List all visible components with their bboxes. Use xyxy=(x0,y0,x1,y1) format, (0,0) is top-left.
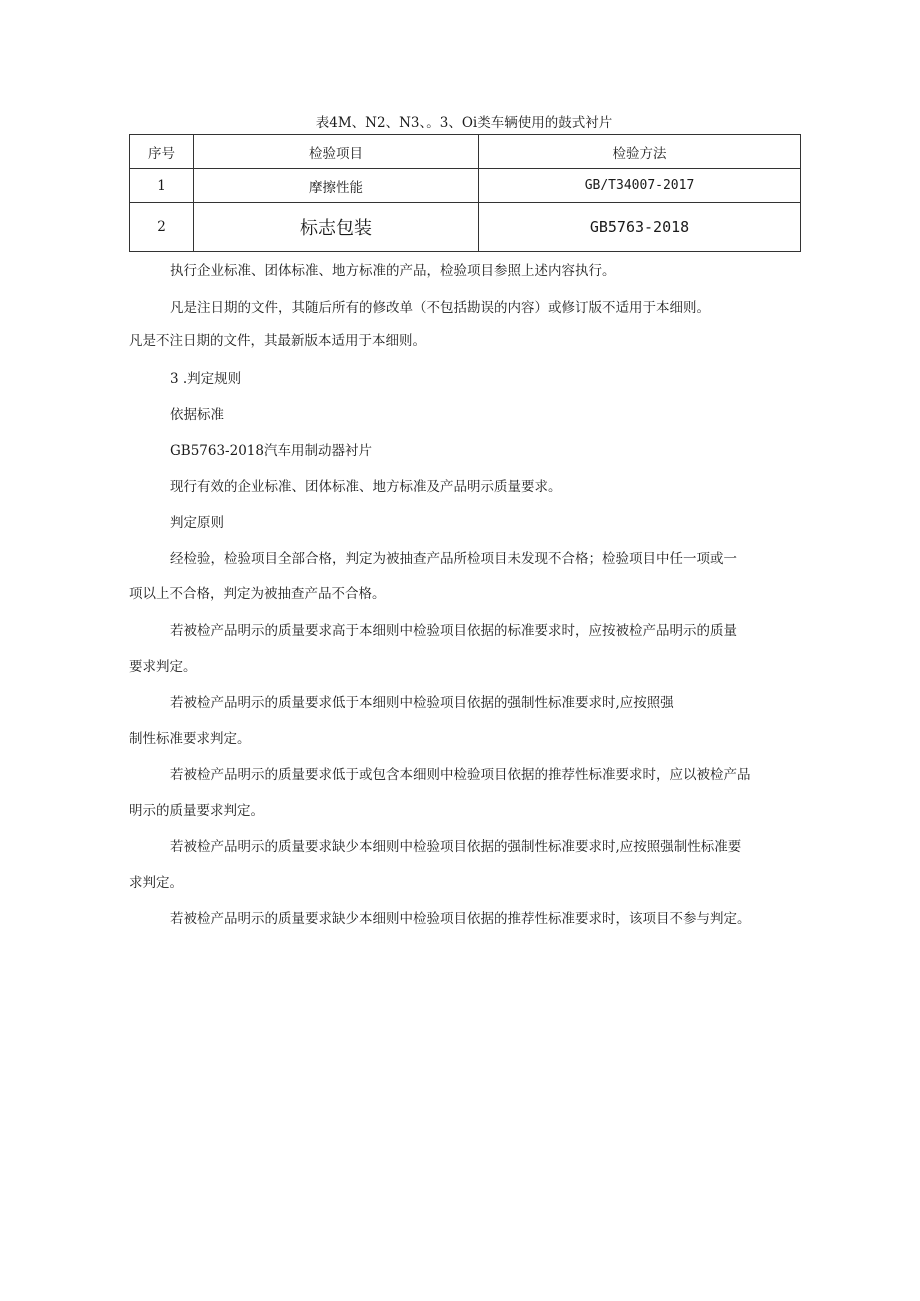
paragraph: 现行有效的企业标准、团体标准、地方标准及产品明示质量要求。 xyxy=(170,479,562,495)
paragraph: 经检验，检验项目全部合格，判定为被抽查产品所检项目未发现不合格；检验项目中任一项或一 xyxy=(170,551,737,567)
paragraph-continuation: 项以上不合格，判定为被抽查产品不合格。 xyxy=(129,586,386,602)
row-item: 标志包装 xyxy=(194,203,479,252)
paragraph: 若被检产品明示的质量要求缺少本细则中检验项目依据的强制性标准要求时,应按照强制性标准要 xyxy=(170,839,742,855)
paragraph: 若被检产品明示的质量要求低于本细则中检验项目依据的强制性标准要求时,应按照强 xyxy=(170,695,674,711)
header-cell-index: 序号 xyxy=(130,135,194,169)
paragraph: 若被检产品明示的质量要求缺少本细则中检验项目依据的推荐性标准要求时，该项目不参与判定。 xyxy=(170,911,751,927)
subsection-heading: 依据标准 xyxy=(170,407,224,423)
paragraph: 若被检产品明示的质量要求低于或包含本细则中检验项目依据的推荐性标准要求时，应以被检产品 xyxy=(170,767,751,783)
paragraph: 执行企业标准、团体标准、地方标准的产品，检验项目参照上述内容执行。 xyxy=(170,263,616,279)
header-cell-item: 检验项目 xyxy=(194,135,479,169)
paragraph: 凡是注日期的文件，其随后所有的修改单（不包括勘误的内容）或修订版不适用于本细则。 xyxy=(170,300,710,316)
subsection-heading: 判定原则 xyxy=(170,515,224,531)
table-row xyxy=(130,203,801,252)
header-cell-method: 检验方法 xyxy=(479,135,801,169)
table-caption: 表4M、N2、N3、。3、Oi类车辆使用的鼓式衬片 xyxy=(315,115,613,131)
paragraph: 凡是不注日期的文件，其最新版本适用于本细则。 xyxy=(129,333,426,349)
paragraph-continuation: 要求判定。 xyxy=(129,659,197,675)
row-item: 摩擦性能 xyxy=(194,169,479,203)
paragraph-continuation: 制性标准要求判定。 xyxy=(129,731,251,747)
row-method: GB5763-2018 xyxy=(479,203,801,252)
section-heading: 3 .判定规则 xyxy=(170,371,242,387)
row-index: 1 xyxy=(130,169,194,203)
inspection-table xyxy=(129,134,801,252)
table-header-row xyxy=(130,135,801,169)
paragraph-continuation: 求判定。 xyxy=(129,875,183,891)
paragraph-continuation: 明示的质量要求判定。 xyxy=(129,803,264,819)
row-method: GB/T34007-2017 xyxy=(479,169,801,203)
paragraph: 若被检产品明示的质量要求高于本细则中检验项目依据的标准要求时，应按被检产品明示的质量 xyxy=(170,623,737,639)
table-row xyxy=(130,169,801,203)
row-index: 2 xyxy=(130,203,194,252)
standard-reference: GB5763-2018汽车用制动器衬片 xyxy=(170,443,372,459)
